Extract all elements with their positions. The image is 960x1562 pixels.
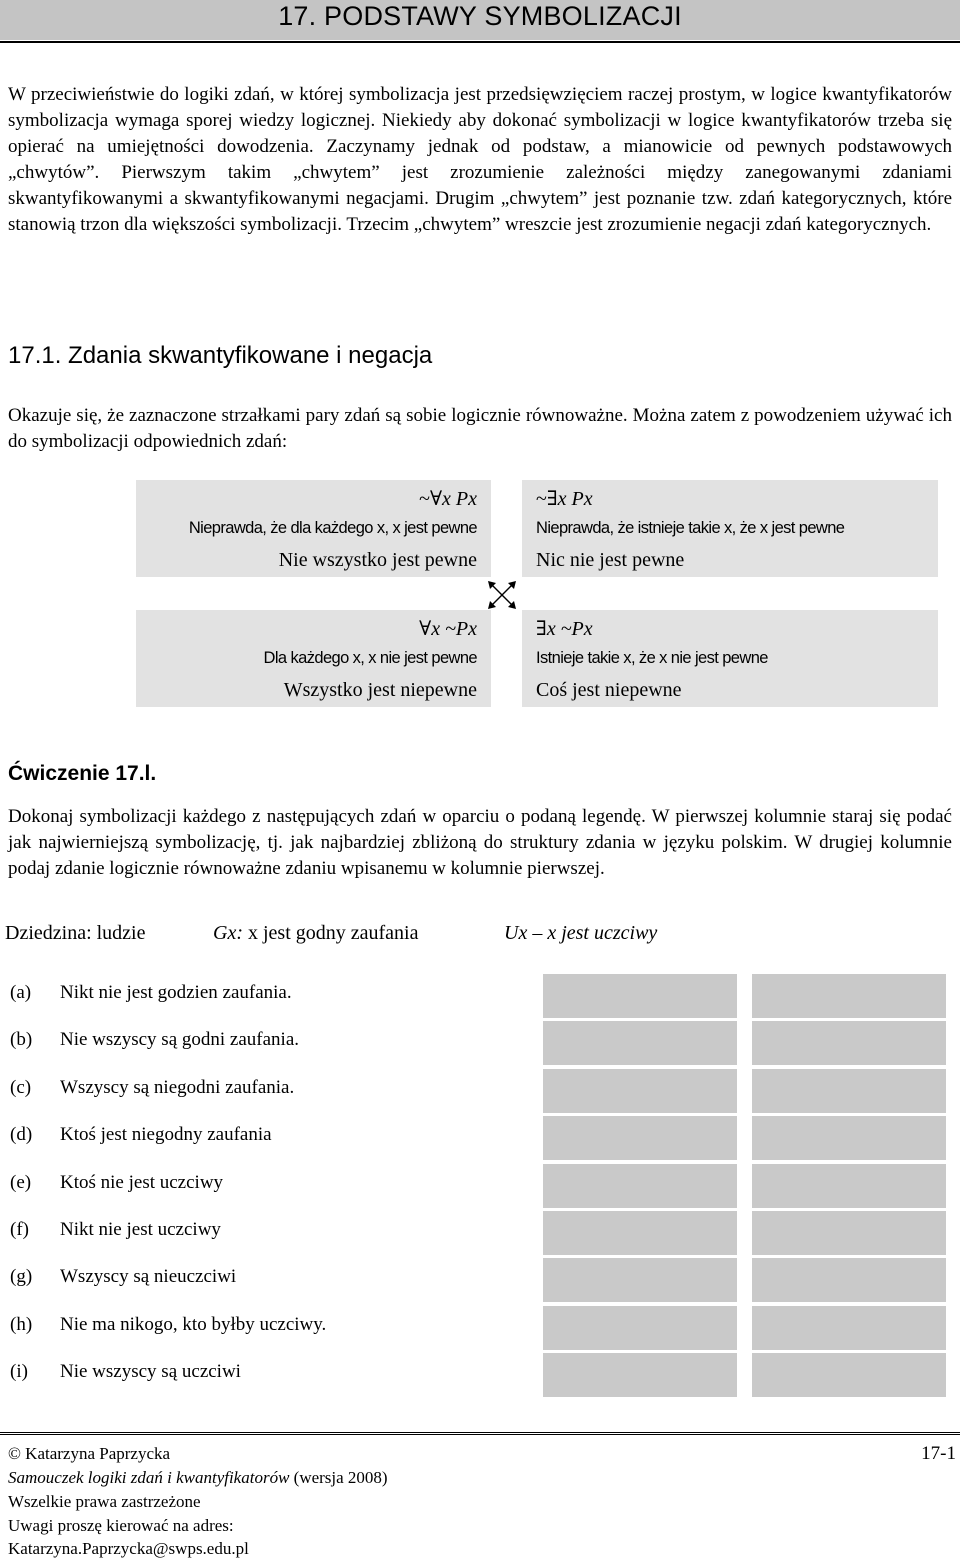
cross-arrows-icon [482, 575, 522, 615]
answer-field-first-column[interactable] [543, 1116, 737, 1160]
answer-field-first-column[interactable] [543, 1258, 737, 1302]
gloss-all-not: Dla każdego x, x nie jest pewne [263, 649, 477, 667]
formula-all-not: ∀x ~Px [419, 618, 477, 640]
gloss-not-exists: Nieprawda, że istnieje takie x, że x jest pewne [536, 519, 845, 537]
item-letter: (h) [10, 1313, 33, 1335]
item-sentence: Wszyscy są nieuczciwi [60, 1266, 237, 1288]
answer-field-second-column[interactable] [752, 1211, 946, 1255]
item-sentence: Nikt nie jest godzien zaufania. [60, 982, 292, 1003]
exercise-instructions: Dokonaj symbolizacji każdego z następujących zdań w oparciu o podaną legendę. W pierwszej kolumnie staraj się podać jak najwierniejszą symbolizację, tj. jak najbardziej zbliżoną do struktury zdania w języku polskim. W drugiej kolumnie podaj zdanie logicznie równoważne zdaniu wpisanemu w kolumnie pierwszej. [8, 806, 952, 879]
item-sentence: Nie wszyscy są uczciwi [60, 1361, 241, 1383]
footer-rule-secondary [0, 1434, 960, 1435]
item-sentence: Nikt nie jest uczciwy [60, 1219, 221, 1240]
title-rule [0, 41, 960, 43]
box-exists-not [522, 610, 938, 707]
reading-exists-not: Coś jest niepewne [536, 679, 682, 701]
exercise-item [0, 1069, 960, 1113]
box-not-all [136, 480, 491, 577]
answer-field-first-column[interactable] [543, 1069, 737, 1113]
section-paragraph: Okazuje się, że zaznaczone strzałkami pary zdań są sobie logicznie równoważne. Można zatem z powodzeniem używać ich do symbolizacji odpowiednich zdań: [8, 405, 952, 452]
exercise-item [0, 1258, 960, 1302]
item-sentence: Nie ma nikogo, kto byłby uczciwy. [60, 1313, 327, 1335]
answer-field-second-column[interactable] [752, 1258, 946, 1302]
answer-field-second-column[interactable] [752, 974, 946, 1018]
item-sentence: Wszyscy są niegodni zaufania. [60, 1076, 295, 1098]
item-sentence: Nie wszyscy są godni zaufania. [60, 1029, 300, 1051]
formula-not-exists: ~∃x Px [536, 488, 593, 510]
page-title: 17. PODSTAWY SYMBOLIZACJI [278, 1, 682, 31]
reading-not-exists: Nic nie jest pewne [536, 549, 685, 571]
footer-copyright: © Katarzyna Paprzycka [8, 1444, 171, 1463]
footer-rights: Wszelkie prawa zastrzeżone [8, 1492, 201, 1511]
exercise-item [0, 974, 960, 1018]
answer-field-first-column[interactable] [543, 1164, 737, 1208]
formula-not-all: ~∀x Px [419, 488, 477, 510]
box-all-not [136, 610, 491, 707]
footer-rule [0, 1432, 960, 1433]
page-number: 17-1 [921, 1443, 956, 1464]
legend [0, 922, 960, 950]
item-letter: (c) [10, 1076, 32, 1098]
item-letter: (d) [10, 1124, 33, 1146]
answer-field-second-column[interactable] [752, 1353, 946, 1397]
book-version: (wersja 2008) [293, 1468, 388, 1487]
legend-domain: Dziedzina: ludzie [5, 922, 146, 944]
reading-all-not: Wszystko jest niepewne [283, 679, 477, 701]
item-sentence: Ktoś nie jest uczciwy [60, 1171, 224, 1193]
item-letter: (f) [10, 1219, 29, 1240]
answer-field-first-column[interactable] [543, 1211, 737, 1255]
answer-field-second-column[interactable] [752, 1306, 946, 1350]
formula-exists-not: ∃x ~Px [536, 618, 593, 640]
answer-field-second-column[interactable] [752, 1164, 946, 1208]
exercise-heading: Ćwiczenie 17.l. [8, 762, 157, 785]
exercise-item [0, 1116, 960, 1160]
exercise-item [0, 1211, 960, 1255]
section-heading: 17.1. Zdania skwantyfikowane i negacja [8, 342, 433, 369]
footer-contact: Uwagi proszę kierować na adres: [8, 1516, 234, 1535]
item-letter: (e) [10, 1171, 32, 1193]
answer-field-first-column[interactable] [543, 974, 737, 1018]
box-not-exists [522, 480, 938, 577]
exercise-item [0, 1353, 960, 1397]
item-letter: (b) [10, 1029, 33, 1051]
footer-book [8, 1468, 388, 1488]
gloss-not-all: Nieprawda, że dla każdego x, x jest pewne [188, 519, 477, 537]
legend-u: Ux – x jest uczciwy [504, 922, 658, 944]
gloss-exists-not: Istnieje takie x, że x nie jest pewne [536, 649, 768, 667]
answer-field-second-column[interactable] [752, 1116, 946, 1160]
item-sentence: Ktoś jest niegodny zaufania [60, 1124, 272, 1146]
answer-field-second-column[interactable] [752, 1021, 946, 1065]
item-letter: (i) [10, 1361, 28, 1383]
exercise-item [0, 1021, 960, 1065]
legend-g: Gx: x jest godny zaufania [213, 922, 419, 944]
item-letter: (a) [10, 982, 32, 1003]
book-title: Samouczek logiki zdań i kwantyfikatorów [8, 1468, 290, 1487]
exercise-item [0, 1306, 960, 1350]
intro-paragraph: W przeciwieństwie do logiki zdań, w której symbolizacja jest przedsięwzięciem raczej prostym, w logice kwantyfikatorów symbolizacja wymaga sporej wiedzy logicznej. Niekiedy aby dokonać symbolizacji w logice kwantyfikatorów trzeba się opierać na umiejętności dowodzenia. Zaczynamy jednak od podstaw, a mianowicie od pewnych podstawowych „chwytów”. Pierwszym takim „chwytem” jest zrozumienie zależności między zanegowanymi zdaniami skwantyfikowanymi a skwantyfikowanymi negacjami. Drugim „chwytem” jest poznanie tzw. zdań kategorycznych, które stanowią trzon dla większości symbolizacji. Trzecim „chwytem” wreszcie jest zrozumienie negacji zdań kategorycznych. [8, 84, 952, 235]
item-letter: (g) [10, 1266, 33, 1288]
footer-email[interactable]: Katarzyna.Paprzycka@swps.edu.pl [8, 1539, 249, 1558]
exercise-item [0, 1164, 960, 1208]
answer-field-first-column[interactable] [543, 1353, 737, 1397]
answer-field-first-column[interactable] [543, 1306, 737, 1350]
reading-not-all: Nie wszystko jest pewne [278, 549, 477, 571]
answer-field-first-column[interactable] [543, 1021, 737, 1065]
answer-field-second-column[interactable] [752, 1069, 946, 1113]
